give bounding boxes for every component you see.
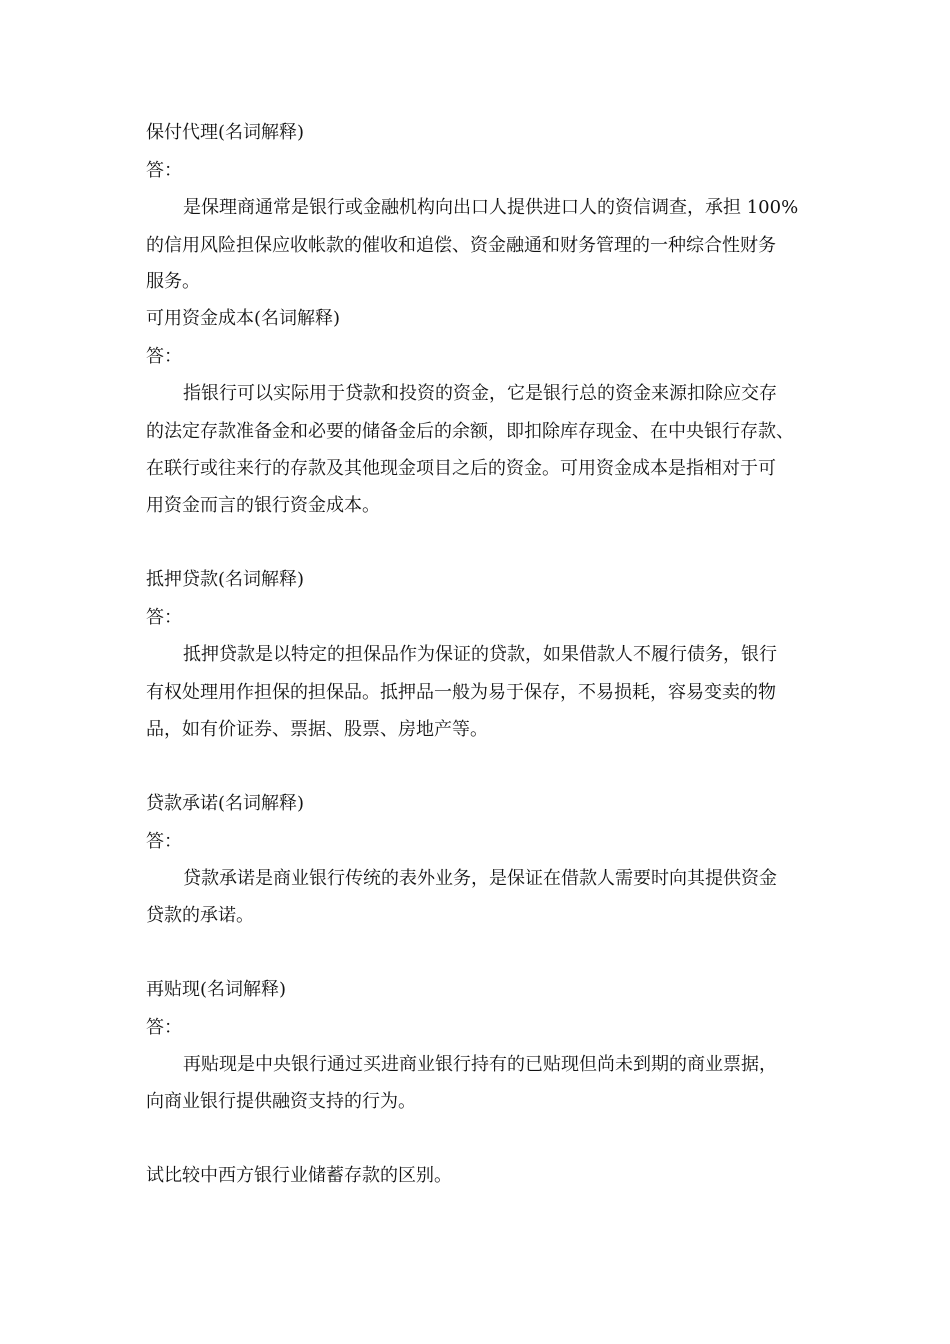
term-heading: 可用资金成本(名词解释) <box>146 308 341 329</box>
answer-text: 有权处理用作担保的担保品。抵押品一般为易于保存，不易损耗，容易变卖的物 <box>146 682 776 703</box>
term-heading: 抵押贷款(名词解释) <box>146 569 305 590</box>
answer-label: 答： <box>146 346 182 367</box>
answer-text: 再贴现是中央银行通过买进商业银行持有的已贴现但尚未到期的商业票据， <box>183 1054 777 1075</box>
answer-text: 在联行或往来行的存款及其他现金项目之后的资金。可用资金成本是指相对于可 <box>146 458 776 479</box>
answer-text: 抵押贷款是以特定的担保品作为保证的贷款，如果借款人不履行债务，银行 <box>183 644 777 665</box>
answer-text: 服务。 <box>146 271 200 292</box>
question-heading: 试比较中西方银行业储蓄存款的区别。 <box>146 1165 452 1186</box>
answer-label: 答： <box>146 607 182 628</box>
answer-text: 指银行可以实际用于贷款和投资的资金，它是银行总的资金来源扣除应交存 <box>183 383 777 404</box>
answer-text: 是保理商通常是银行或金融机构向出口人提供进口人的资信调查，承担 100% <box>183 197 799 218</box>
answer-text: 向商业银行提供融资支持的行为。 <box>146 1091 416 1112</box>
answer-label: 答： <box>146 1017 182 1038</box>
term-heading: 贷款承诺(名词解释) <box>146 793 305 814</box>
term-heading: 再贴现(名词解释) <box>146 979 287 1000</box>
answer-text: 用资金而言的银行资金成本。 <box>146 495 380 516</box>
answer-text: 的法定存款准备金和必要的储备金后的余额，即扣除库存现金、在中央银行存款、 <box>146 421 794 442</box>
answer-text: 的信用风险担保应收帐款的催收和追偿、资金融通和财务管理的一种综合性财务 <box>146 235 776 256</box>
answer-text: 贷款的承诺。 <box>146 905 254 926</box>
answer-label: 答： <box>146 831 182 852</box>
term-heading: 保付代理(名词解释) <box>146 122 305 143</box>
answer-text: 品，如有价证券、票据、股票、房地产等。 <box>146 719 488 740</box>
answer-text: 贷款承诺是商业银行传统的表外业务，是保证在借款人需要时向其提供资金 <box>183 868 777 889</box>
answer-label: 答： <box>146 160 182 181</box>
